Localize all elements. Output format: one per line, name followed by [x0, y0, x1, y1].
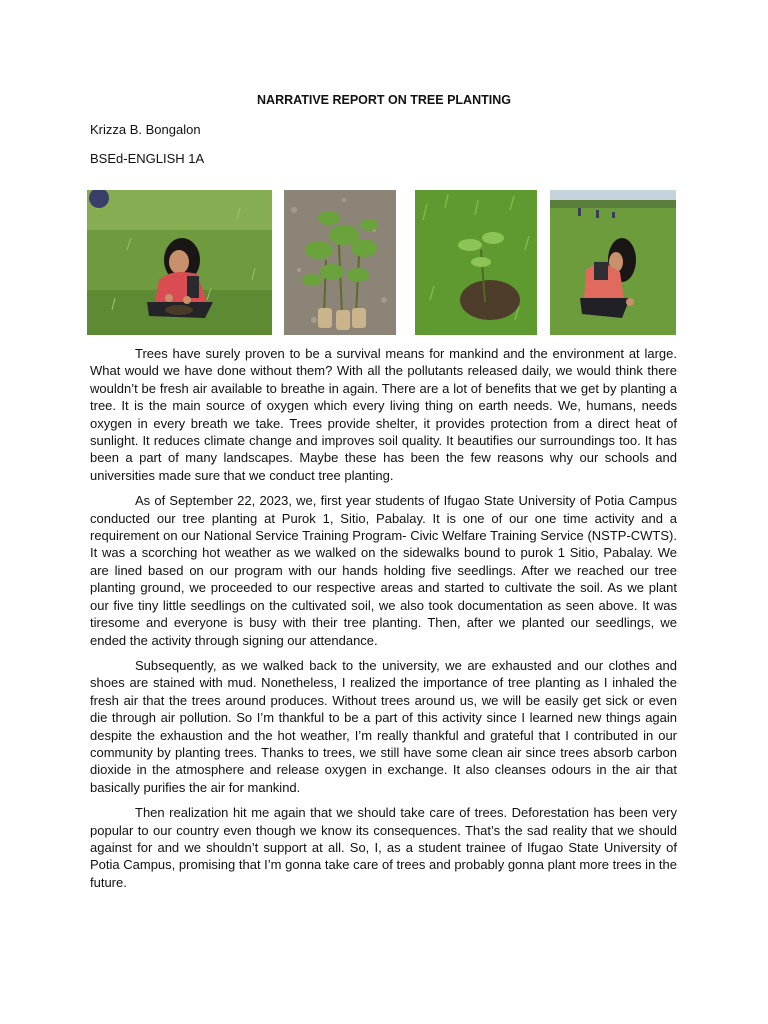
- course-section: BSEd-ENGLISH 1A: [90, 151, 205, 166]
- paragraph: Subsequently, as we walked back to the university, we are exhausted and our clothes and shoes are stained with mud. Nonetheless, I realized the importance of tree planting as I inhaled the fresh air that the trees around produces. Without trees around us, we will be easily get sick or even die through air pollution. So I’m thankful to be a part of this activity since I learned new things again despite the exhaustion and the hot weather, I’m really thankful and grateful that I contributed in our community by planting trees. Thanks to trees, we still have some clean air since trees absorb carbon dioxide in the atmosphere and release oxygen in exchange. It also cleanses odours in the air that basically purifies the air for mankind.: [90, 657, 677, 795]
- photo-student-planting: [87, 190, 272, 335]
- photo-student-field: [550, 190, 676, 335]
- photo-seedlings-image: [284, 190, 396, 335]
- paragraph: As of September 22, 2023, we, first year students of Ifugao State University of Potia Campus conducted our tree planting at Purok 1, Sitio, Pabalay. It is one of our one time activity and a requirement on our National Service Training Program- Civic Welfare Training Service (NSTP-CWTS). It was a scorching hot weather as we walked on the sidewalks bound to purok 1 Sitio, Pabalay. We are lined based on our program with our hands holding five seedlings. After we reached our tree planting ground, we proceeded to our respective areas and started to cultivate the soil. As we plant our five tiny little seedlings on the cultivated soil, we also took documentation as seen above. It was tiresome and everyone is busy with their tree planting. Then, after we planted our seedlings, we ended the activity through signing our attendance.: [90, 493, 677, 648]
- photo-planted-seedling: [415, 190, 537, 335]
- photo-student-field-image: [550, 190, 676, 335]
- photo-planted-seedling-image: [415, 190, 537, 335]
- author-name: Krizza B. Bongalon: [90, 122, 201, 137]
- paragraph: Trees have surely proven to be a survival means for mankind and the environment at large. What would we have done without them? With all the pollutants released daily, we would think there wouldn’t be fresh air available to breathe in again. There are a lot of benefits that we get by planting a tree. It is the main source of oxygen which every living thing on earth needs. We, humans, needs oxygen in every breath we take. Trees provide shelter, it provides protection from a direct heat of sunlight. It reduces climate change and improves soil quality. It beautifies our surroundings too. It has been a part of many landscapes. Maybe these has been the few reasons why our schools and universities made sure that we conduct tree planting.: [90, 346, 677, 483]
- photo-strip: [0, 190, 768, 335]
- photo-seedlings: [284, 190, 396, 335]
- document-title: NARRATIVE REPORT ON TREE PLANTING: [257, 93, 511, 107]
- paragraph: Then realization hit me again that we should take care of trees. Deforestation has been very popular to our country even though we know its consequences. That’s the sad reality that we should against for and we shouldn’t support at all. So, I, as a student trainee of Ifugao State University of Potia Campus, promising that I’m gonna take care of trees and probably gonna plant more trees in the future.: [90, 805, 677, 890]
- report-body: [90, 345, 677, 899]
- photo-student-planting-image: [87, 190, 272, 335]
